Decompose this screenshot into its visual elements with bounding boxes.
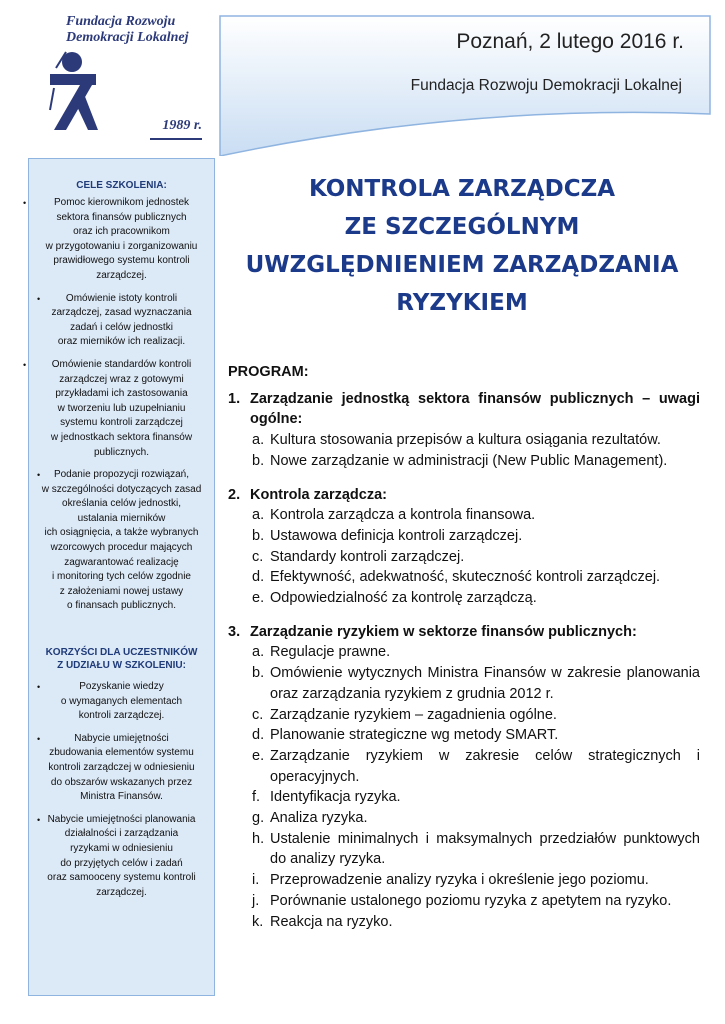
sidebar-item-line: Omówienie standardów kontroli •	[29, 358, 214, 373]
program-section	[228, 362, 700, 932]
subitem-letter: e.	[252, 747, 265, 764]
subitem-text: Ustalenie minimalnych i maksymalnych przedziałów punktowych do analizy ryzyka.	[270, 830, 700, 868]
subitem-letter: d.	[252, 727, 265, 744]
subitem-text: Przeprowadzenie analizy ryzyka i określenie jego poziomu.	[270, 872, 649, 889]
program-section-title	[228, 622, 700, 643]
sidebar-item-line: ryzykami w odniesieniu	[70, 842, 173, 854]
subitem-text: Omówienie wytycznych Ministra Finansów w zakresie planowania oraz zarządzania ryzykiem z grudnia 2012 r.	[270, 665, 700, 702]
program-subitem	[252, 663, 700, 704]
benefits-heading-line2: Z UDZIAŁU W SZKOLENIU:	[57, 660, 186, 672]
bullet-icon: •	[23, 359, 27, 370]
logo-figure-icon	[48, 50, 108, 146]
program-subitem	[252, 547, 700, 568]
sidebar-item-line: przykładami ich zastosowania	[55, 388, 188, 400]
subitem-letter: c.	[252, 706, 264, 723]
sidebar-item-line: ustalania mierników	[77, 512, 166, 524]
logo-org-name-line1: Fundacja Rozwoju	[66, 14, 176, 29]
sidebar-item-line: wzorcowych procedur mających	[50, 542, 193, 554]
sidebar-item-line: zarządczej.	[96, 269, 147, 281]
program-subitem	[252, 746, 700, 787]
sidebar-item-line: w jednostkach sektora finansów	[50, 431, 193, 443]
sidebar-item-line: o finansach publicznych.	[67, 600, 176, 612]
subitem-letter: f.	[252, 789, 261, 806]
subitem-letter: a.	[252, 644, 265, 661]
goal-item	[23, 196, 214, 284]
benefits-heading-line1: KORZYŚCI DLA UCZESTNIKÓW	[45, 647, 198, 659]
subitem-text: Porównanie ustalonego poziomu ryzyka z apetytem na ryzyko.	[270, 892, 672, 909]
sidebar-item-line: zarządczej wraz z gotowymi	[59, 373, 184, 385]
benefits-list	[29, 680, 214, 900]
subitem-letter: h.	[252, 830, 265, 847]
title-line2: ZE SZCZEGÓLNYM	[344, 214, 580, 240]
section-title-text: Zarządzanie jednostką sektora finansów publicznych – uwagi ogólne:	[250, 390, 700, 428]
program-list	[228, 389, 700, 933]
program-subitem	[252, 725, 700, 746]
program-subitem	[252, 430, 700, 451]
benefit-item	[29, 813, 214, 901]
sidebar-item-line: z założeniami nowej ustawy	[59, 585, 184, 597]
program-heading: PROGRAM:	[228, 364, 309, 380]
subitem-text: Reakcja na ryzyko.	[270, 913, 393, 930]
title-line4: RYZYKIEM	[396, 290, 528, 316]
bullet-icon: •	[37, 733, 41, 744]
logo-org-name-line2: Demokracji Lokalnej	[66, 30, 189, 45]
subitem-text: Regulacje prawne.	[270, 644, 391, 661]
sidebar-item-line: sektora finansów publicznych	[56, 211, 187, 223]
title-line1: KONTROLA ZARZĄDCZA	[308, 176, 616, 202]
section-number: 2.	[228, 486, 241, 503]
bullet-icon: •	[37, 682, 41, 693]
program-subitem	[252, 588, 700, 609]
goal-item	[29, 292, 214, 350]
title-line3: UWZGLĘDNIENIEM ZARZĄDZANIA	[245, 252, 679, 278]
sidebar-item-line: w tworzeniu lub uzupełnianiu	[57, 402, 186, 414]
program-subitem	[252, 451, 700, 472]
sidebar-item-line: Nabycie umiejętności •	[29, 732, 214, 747]
program-subitem	[252, 891, 700, 912]
subitem-letter: c.	[252, 548, 264, 565]
section-title-text: Zarządzanie ryzykiem w sektorze finansów publicznych:	[250, 623, 637, 640]
subitem-text: Efektywność, adekwatność, skuteczność kontroli zarządczej.	[270, 569, 661, 586]
subitem-letter: b.	[252, 665, 265, 682]
logo-year: 1989 r.	[162, 118, 202, 133]
sidebar-item-line: do przyjętych celów i zadań	[60, 857, 183, 869]
sidebar-item-line: o wymaganych elementach	[60, 695, 183, 707]
program-subitem	[252, 787, 700, 808]
subitem-letter: a.	[252, 432, 265, 449]
program-subitems	[252, 642, 700, 932]
sidebar-item-line: zarządczej.	[96, 886, 147, 898]
sidebar-item-line: oraz samooceny systemu kontroli	[47, 872, 196, 884]
sidebar-item-line: Podanie propozycji rozwiązań, •	[29, 468, 214, 483]
subitem-text: Zarządzanie ryzykiem w zakresie celów strategicznych i operacyjnych.	[270, 747, 700, 785]
sidebar-item-line: zadań i celów jednostki	[70, 321, 173, 333]
subitem-text: Zarządzanie ryzykiem – zagadnienia ogólne.	[270, 706, 557, 723]
benefits-heading	[29, 646, 214, 672]
sidebar-item-line: w szczególności dotyczących zasad	[41, 483, 202, 495]
subitem-text: Ustawowa definicja kontroli zarządczej.	[270, 527, 523, 544]
subitem-text: Analiza ryzyka.	[270, 810, 368, 827]
sidebar-item-line: kontroli zarządczej w odniesieniu	[48, 762, 195, 773]
subitem-letter: e.	[252, 590, 265, 607]
bullet-icon: •	[37, 470, 41, 481]
program-subitem	[252, 808, 700, 829]
program-subitem	[252, 705, 700, 726]
program-section-title	[228, 485, 700, 506]
subitem-letter: j.	[252, 892, 260, 909]
logo-org-name	[66, 14, 189, 46]
program-subitem	[252, 505, 700, 526]
section-gap	[228, 609, 700, 622]
sidebar-panel	[23, 158, 215, 996]
subitem-letter: b.	[252, 527, 265, 544]
benefit-item	[29, 680, 214, 724]
section-number: 3.	[228, 623, 241, 640]
sidebar-item-line: do obszarów wskazanych przez	[50, 776, 193, 788]
program-subitem	[252, 567, 700, 588]
bullet-icon: •	[37, 293, 41, 304]
sidebar-item-line: Ministra Finansów.	[80, 791, 163, 803]
program-subitem	[252, 829, 700, 870]
program-subitem	[252, 642, 700, 663]
sidebar-item-line: Pozyskanie wiedzy •	[29, 680, 214, 695]
sidebar-item-line: i monitoring tych celów zgodnie	[52, 571, 191, 583]
sidebar-item-line: zbudowania elementów systemu	[49, 747, 194, 759]
subitem-letter: k.	[252, 913, 264, 930]
subitem-text: Kultura stosowania przepisów a kultura osiągania rezultatów.	[270, 432, 661, 449]
subitem-text: Standardy kontroli zarządczej.	[270, 548, 465, 565]
sidebar-item-line: Nabycie umiejętności planowania •	[29, 813, 214, 828]
sidebar-item-line: oraz ich pracownikom	[73, 226, 170, 238]
sidebar-item-line: oraz mierników ich realizacji.	[57, 336, 186, 348]
sidebar-item-line: Omówienie istoty kontroli •	[29, 292, 214, 307]
section-number: 1.	[228, 390, 241, 407]
sidebar-item-line: w przygotowaniu i zorganizowaniu	[45, 240, 198, 252]
subitem-letter: g.	[252, 810, 265, 827]
subitem-text: Odpowiedzialność za kontrolę zarządczą.	[270, 590, 537, 607]
subitem-letter: a.	[252, 507, 265, 524]
goal-item	[29, 468, 214, 614]
program-section-title	[228, 389, 700, 430]
sidebar-item-line: systemu kontroli zarządczej	[60, 417, 183, 429]
subitem-letter: d.	[252, 569, 265, 586]
header-organization: Fundacja Rozwoju Demokracji Lokalnej	[410, 77, 682, 94]
sidebar-item-line: publicznych.	[93, 446, 150, 458]
goals-heading: CELE SZKOLENIA:	[76, 180, 167, 191]
header-banner	[218, 14, 712, 156]
subitem-text: Identyfikacja ryzyka.	[270, 789, 401, 806]
program-subitem	[252, 526, 700, 547]
foundation-logo	[48, 14, 208, 142]
goal-item	[23, 358, 214, 460]
subitem-letter: i.	[252, 872, 260, 889]
subitem-text: Nowe zarządzanie w administracji (New Public Management).	[270, 452, 668, 469]
goals-list	[23, 196, 214, 614]
program-subitems	[252, 430, 700, 471]
section-gap	[228, 472, 700, 485]
program-subitems	[252, 505, 700, 609]
program-subitem	[252, 912, 700, 933]
sidebar-item-line: Pomoc kierownikom jednostek •	[29, 196, 214, 211]
sidebar-item-line: zarządczej, zasad wyznaczania	[51, 307, 192, 319]
section-title-text: Kontrola zarządcza:	[250, 486, 387, 503]
subitem-text: Planowanie strategiczne wg metody SMART.	[270, 727, 559, 744]
benefit-item	[29, 732, 214, 805]
document-date: Poznań, 2 lutego 2016 r.	[456, 30, 684, 53]
bullet-icon: •	[23, 198, 27, 208]
program-subitem	[252, 870, 700, 891]
sidebar-item-line: określania celów jednostki,	[62, 498, 181, 510]
sidebar-item-line: ich osiągnięcia, a także wybranych	[44, 527, 199, 539]
sidebar-item-line: zagwarantować realizację	[64, 556, 179, 568]
sidebar-item-line: kontroli zarządczej.	[78, 710, 165, 722]
sidebar-item-line: działalności i zarządzania	[64, 828, 179, 840]
subitem-text: Kontrola zarządcza a kontrola finansowa.	[270, 507, 536, 524]
bullet-icon: •	[37, 814, 41, 825]
page-title	[222, 170, 702, 322]
subitem-letter: b.	[252, 452, 265, 469]
sidebar-item-line: prawidłowego systemu kontroli	[53, 255, 190, 267]
logo-underline	[150, 138, 202, 140]
